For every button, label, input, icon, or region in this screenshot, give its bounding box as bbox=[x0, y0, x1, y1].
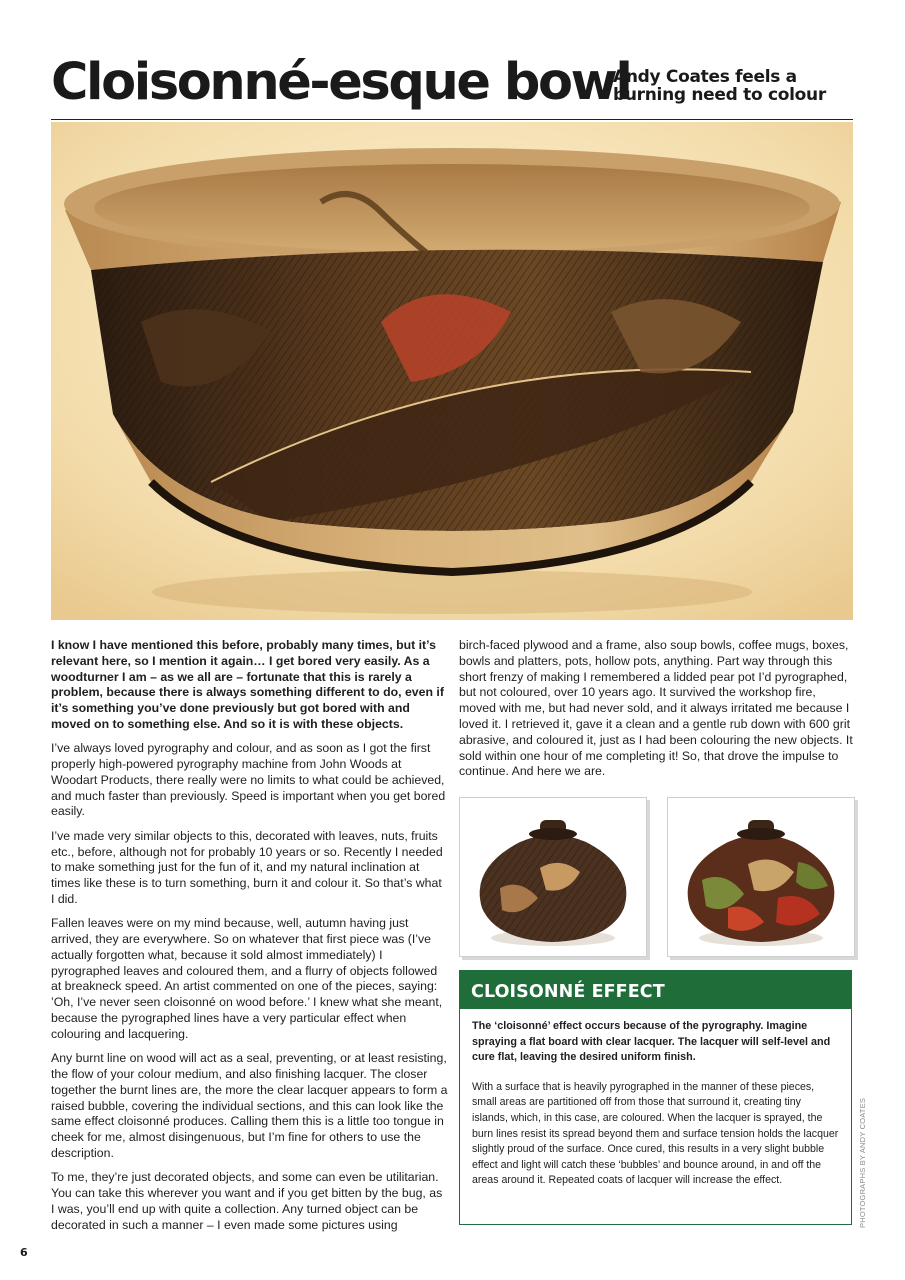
article-paragraph: birch-faced plywood and a frame, also soup bowls, coffee mugs, boxes, bowls and platters, pots, hollow pots, anything. Part way through this short frenzy of making I remembered a lidded pear pot I’d pyrographed, but not coloured, over 10 years ago. It survived the workshop fire, moved with me, but had never sold, and it always irritated me because I loved it. I retrieved it, gave it a clean and a gentle rub down with 600 grit abrasive, and coloured it, just as I had been colouring the new objects. It sold within one hour of me completing it! So, that drove the impulse to continue. And here we are. bbox=[459, 638, 853, 779]
bowl-illustration bbox=[51, 122, 853, 620]
standfirst-line-1: Andy Coates feels a bbox=[613, 67, 797, 87]
standfirst-line-2: burning need to colour bbox=[613, 85, 826, 105]
photo-credit: PHOTOGRAPHS BY ANDY COATES bbox=[858, 1097, 867, 1228]
pear-pot-coloured-photo bbox=[667, 797, 855, 957]
sidebar-lead: The ‘cloisonné’ effect occurs because of the pyrography. Imagine spraying a flat board with clear lacquer. The lacquer will self-level and cure flat, leaving the desired uniform finish. bbox=[472, 1020, 831, 1064]
title-divider bbox=[51, 119, 853, 120]
hero-bowl-photo bbox=[51, 122, 853, 620]
article-paragraph: To me, they’re just decorated objects, and some can even be utilitarian. You can take this wherever you want and if you get bitten by the bug, as I was, you’ll end up with quite a collection. Any turned object can be decorated in such a manner – I even made some pictures using bbox=[51, 1170, 443, 1232]
article-paragraph: Fallen leaves were on my mind because, well, autumn having just arrived, they are everywhere. So on whatever that first piece was (I’ve actually forgotten what, because it sold almost immediately) I pyrographed leaves and coloured them, and a flurry of objects followed at breakneck speed. An artist commented on one of the pieces, saying: ’Oh, I’ve never seen cloisonné on wood before.’ I knew what she meant, because the pyrographed lines have a very particular effect when colouring and lacquering. bbox=[51, 916, 443, 1041]
article-lead-paragraph: I know I have mentioned this before, probably many times, but it’s relevant here, so I mention it again… I get bored very easily. As a woodturner I am – as we all are – fortunate that this is rarely a problem, because there is always something different to do, even if it’s something you’ve done previously but got bored with and moved on to something else. And so it is with these objects. bbox=[51, 638, 444, 731]
pear-pot-uncoloured-illustration bbox=[460, 798, 646, 956]
pear-pot-coloured-illustration bbox=[668, 798, 854, 956]
page-number: 6 bbox=[20, 1246, 28, 1259]
sidebar-text: With a surface that is heavily pyrographed in the manner of these pieces, small areas are partitioned off from those that surround it, creating tiny islands, which, in this case, are coloured. When the lacquer is sprayed, the burn lines resist its spread beyond them and surface tension holds the lacquer slightly proud of the surface. Once cured, this results in a very slight bubble effect and light will catch these ‘bubbles’ and bounce around, in and off the areas around it. Repeated coats of lacquer will increase the effect. bbox=[472, 1080, 839, 1187]
article-paragraph: I’ve always loved pyrography and colour, and as soon as I got the first properly high-powered pyrography machine from John Woods at Woodart Products, there really were no limits to what could be achieved, and much faster than previously. Speed is important when you get bored easily. bbox=[51, 741, 446, 819]
sidebar-title: CLOISONNÉ EFFECT bbox=[460, 971, 851, 1009]
pear-pot-uncoloured-photo bbox=[459, 797, 647, 957]
sidebar-body bbox=[460, 1009, 851, 1189]
article-standfirst bbox=[613, 68, 853, 104]
page-title: Cloisonné-esque bowl bbox=[51, 53, 631, 112]
article-paragraph: I’ve made very similar objects to this, decorated with leaves, nuts, fruits etc., before, although not for probably 10 years or so. Recently I needed to make something just for the fun of it, and my natural inclination at times like these is to turn something, burn it and colour it. So that’s what I did. bbox=[51, 828, 443, 906]
article-column-right bbox=[459, 638, 854, 789]
article-paragraph: Any burnt line on wood will act as a seal, preventing, or at least resisting, the flow of your colour medium, and also finishing lacquer. The closer together the burnt lines are, the more the clear lacquer appears to form a raised bubble, covering the individual sections, and this can look like the same effect cloisonné produces. Calling them this is a little too tongue in cheek for me, almost disingenuous, but I’m fine for others to use the description. bbox=[51, 1051, 448, 1160]
cloisonne-effect-sidebar bbox=[459, 970, 852, 1225]
article-column-left bbox=[51, 638, 448, 1242]
